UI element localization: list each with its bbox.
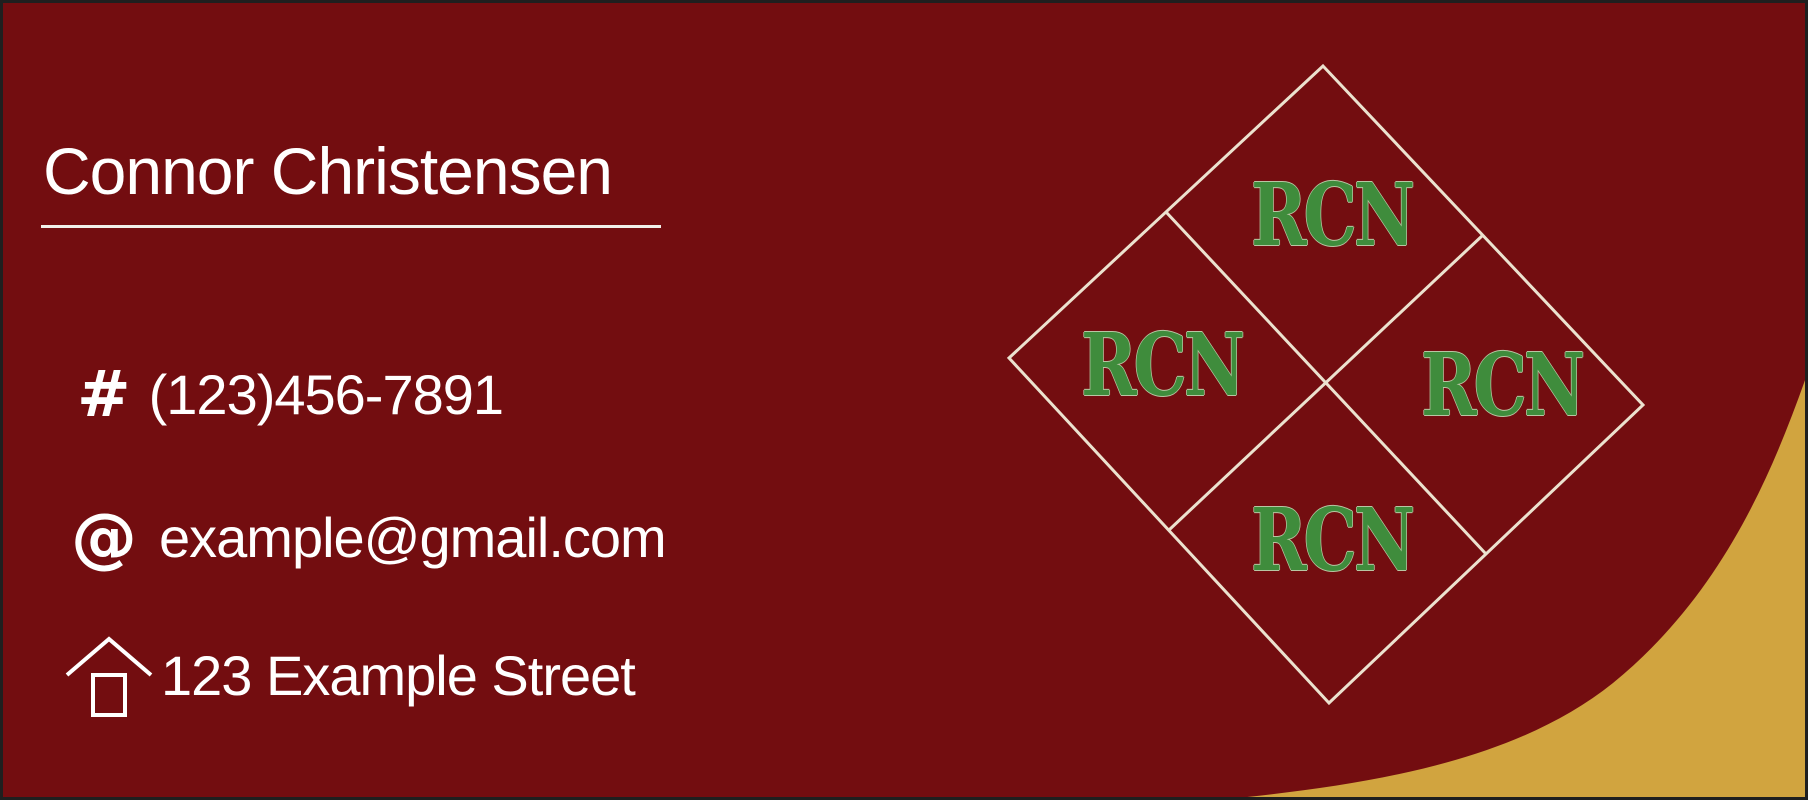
- at-sign-icon: @: [71, 499, 137, 576]
- address-row: [63, 631, 635, 721]
- hash-icon: #: [77, 358, 131, 432]
- monogram-right: RCN: [1421, 335, 1583, 436]
- phone-row: [77, 355, 503, 435]
- monogram-top: RCN: [1251, 165, 1413, 266]
- phone-number: (123)456-7891: [148, 363, 504, 426]
- monogram-left: RCN: [1081, 315, 1243, 416]
- email-address: example@gmail.com: [159, 506, 666, 569]
- email-row: [71, 493, 666, 583]
- name-underline: [41, 225, 661, 228]
- street-address: 123 Example Street: [161, 644, 635, 707]
- monogram-bottom: RCN: [1251, 490, 1413, 591]
- house-icon: [63, 633, 155, 719]
- card-name: Connor Christensen: [43, 134, 612, 208]
